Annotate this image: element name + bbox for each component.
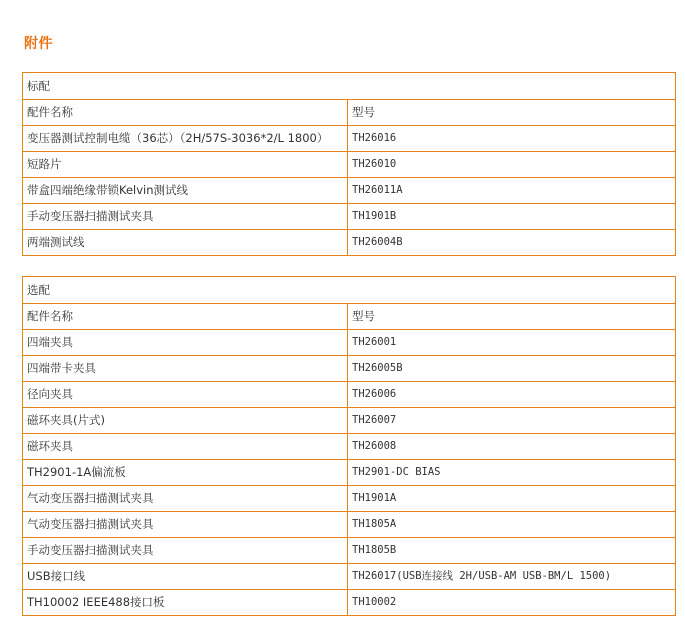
column-header-model: 型号: [348, 100, 676, 126]
accessory-model: TH1901A: [348, 486, 676, 512]
accessory-name: 四端带卡夹具: [23, 356, 348, 382]
table-row: [23, 564, 676, 590]
accessory-name: 短路片: [23, 152, 348, 178]
accessory-name: 磁环夹具: [23, 434, 348, 460]
table-row: [23, 434, 676, 460]
accessory-name: 手动变压器扫描测试夹具: [23, 204, 348, 230]
table-row: [23, 230, 676, 256]
column-header-row: [23, 100, 676, 126]
accessory-name: TH2901-1A偏流板: [23, 460, 348, 486]
optional-accessories-table: [22, 276, 676, 616]
table-row: [23, 152, 676, 178]
accessory-model: TH26010: [348, 152, 676, 178]
table-row: [23, 512, 676, 538]
accessory-model: TH1805B: [348, 538, 676, 564]
accessory-name: 径向夹具: [23, 382, 348, 408]
section-label: 标配: [23, 73, 676, 100]
accessory-model: TH26005B: [348, 356, 676, 382]
accessory-model: TH1901B: [348, 204, 676, 230]
column-header-model: 型号: [348, 304, 676, 330]
column-header-name: 配件名称: [23, 100, 348, 126]
table-row: [23, 460, 676, 486]
accessory-name: USB接口线: [23, 564, 348, 590]
table-row: [23, 126, 676, 152]
table-row: [23, 178, 676, 204]
accessory-model: TH26008: [348, 434, 676, 460]
table-row: [23, 486, 676, 512]
section-header-row: [23, 277, 676, 304]
section-label: 选配: [23, 277, 676, 304]
accessory-name: 带盒四端绝缘带锁Kelvin测试线: [23, 178, 348, 204]
accessory-model: TH26004B: [348, 230, 676, 256]
accessory-model: TH10002: [348, 590, 676, 616]
accessory-model: TH26017(USB连接线 2H/USB-AM USB-BM/L 1500): [348, 564, 676, 590]
standard-accessories-table: [22, 72, 676, 256]
table-row: [23, 204, 676, 230]
table-row: [23, 590, 676, 616]
accessory-name: 气动变压器扫描测试夹具: [23, 486, 348, 512]
accessory-name: 气动变压器扫描测试夹具: [23, 512, 348, 538]
accessory-model: TH26001: [348, 330, 676, 356]
accessory-name: 磁环夹具(片式): [23, 408, 348, 434]
accessory-model: TH26007: [348, 408, 676, 434]
column-header-name: 配件名称: [23, 304, 348, 330]
page-title: 附件: [24, 36, 53, 52]
accessory-model: TH26011A: [348, 178, 676, 204]
table-row: [23, 330, 676, 356]
accessory-name: 四端夹具: [23, 330, 348, 356]
section-header-row: [23, 73, 676, 100]
accessory-name: 变压器测试控制电缆（36芯）（2H/57S-3036*2/L 1800）: [23, 126, 348, 152]
accessory-name: TH10002 IEEE488接口板: [23, 590, 348, 616]
table-row: [23, 408, 676, 434]
accessory-name: 两端测试线: [23, 230, 348, 256]
table-row: [23, 538, 676, 564]
accessory-model: TH26006: [348, 382, 676, 408]
table-row: [23, 382, 676, 408]
accessory-model: TH2901-DC BIAS: [348, 460, 676, 486]
accessory-name: 手动变压器扫描测试夹具: [23, 538, 348, 564]
column-header-row: [23, 304, 676, 330]
accessory-model: TH26016: [348, 126, 676, 152]
table-row: [23, 356, 676, 382]
accessory-model: TH1805A: [348, 512, 676, 538]
